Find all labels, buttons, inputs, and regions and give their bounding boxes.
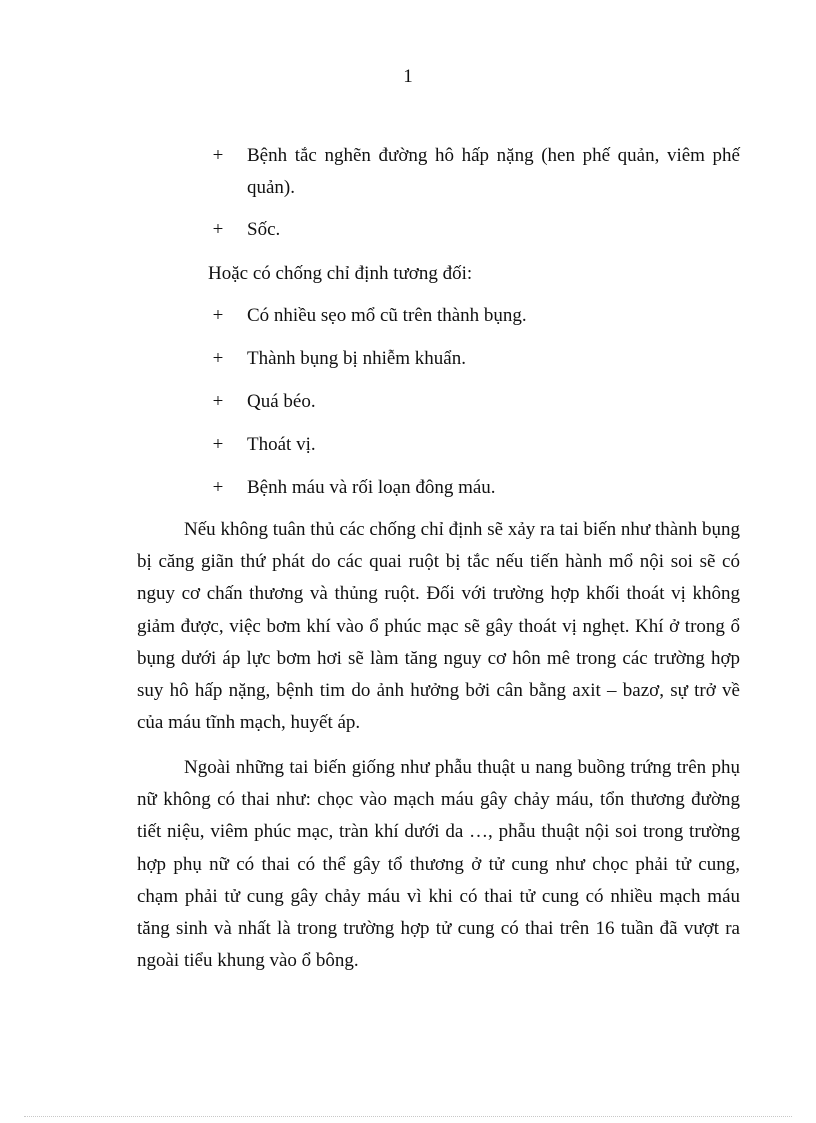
list-item bbox=[208, 472, 740, 504]
list-item-text: Thành bụng bị nhiễm khuẩn. bbox=[247, 348, 466, 369]
plus-bullet: + bbox=[212, 348, 224, 369]
page-bottom-divider bbox=[24, 1116, 792, 1117]
list-item bbox=[208, 343, 740, 375]
list-item-text: Có nhiều sẹo mổ cũ trên thành bụng. bbox=[247, 305, 527, 326]
list-item bbox=[208, 429, 740, 461]
plus-bullet: + bbox=[212, 145, 224, 166]
plus-bullet: + bbox=[212, 477, 224, 498]
plus-bullet: + bbox=[212, 219, 224, 240]
list-item-text: Sốc. bbox=[247, 219, 281, 240]
body-paragraph: Ngoài những tai biến giống như phẫu thuật u nang buồng trứng trên phụ nữ không có thai như: chọc vào mạch máu gây chảy máu, tổn thương đường tiết niệu, viêm phúc mạc, tràn khí dưới da …, phẫu thuật nội soi trong trường hợp phụ nữ có thai có thể gây tổ thương ở tử cung như chọc phải tử cung, chạm phải tử cung gây chảy máu vì khi có thai tử cung có nhiều mạch máu tăng sinh và nhất là trong trường hợp tử cung có thai trên 16 tuần đã vượt ra ngoài tiểu khung vào ổ bông. bbox=[137, 757, 740, 972]
plus-bullet: + bbox=[212, 305, 224, 326]
list-item bbox=[208, 140, 740, 204]
list-item-text: Thoát vị. bbox=[247, 434, 316, 455]
list-item bbox=[208, 300, 740, 332]
list-item bbox=[208, 386, 740, 418]
page-number: 1 bbox=[403, 66, 413, 87]
body-paragraph: Nếu không tuân thủ các chống chỉ định sẽ xảy ra tai biến như thành bụng bị căng giãn thứ phát do các quai ruột bị tắc nếu tiến hành mổ nội soi sẽ có nguy cơ chấn thương và thủng ruột. Đối với trường hợp khối thoát vị không giảm được, việc bơm khí vào ổ phúc mạc sẽ gây thoát vị nghẹt. Khí ở trong ổ bụng dưới áp lực bơm hơi sẽ làm tăng nguy cơ hôn mê trong các trường hợp suy hô hấp nặng, bệnh tim do ảnh hưởng bởi cân bằng axit – bazơ, sự trở về của máu tĩnh mạch, huyết áp. bbox=[137, 519, 740, 734]
list-item-text: Quá béo. bbox=[247, 391, 316, 412]
list-item-text: Bệnh máu và rối loạn đông máu. bbox=[247, 477, 496, 498]
plus-bullet: + bbox=[212, 391, 224, 412]
relative-contraindication-heading: Hoặc có chống chỉ định tương đối: bbox=[208, 263, 473, 284]
list-item bbox=[208, 214, 740, 246]
list-item-text: Bệnh tắc nghẽn đường hô hấp nặng (hen phế quản, viêm phế quản). bbox=[247, 145, 740, 198]
plus-bullet: + bbox=[212, 434, 224, 455]
